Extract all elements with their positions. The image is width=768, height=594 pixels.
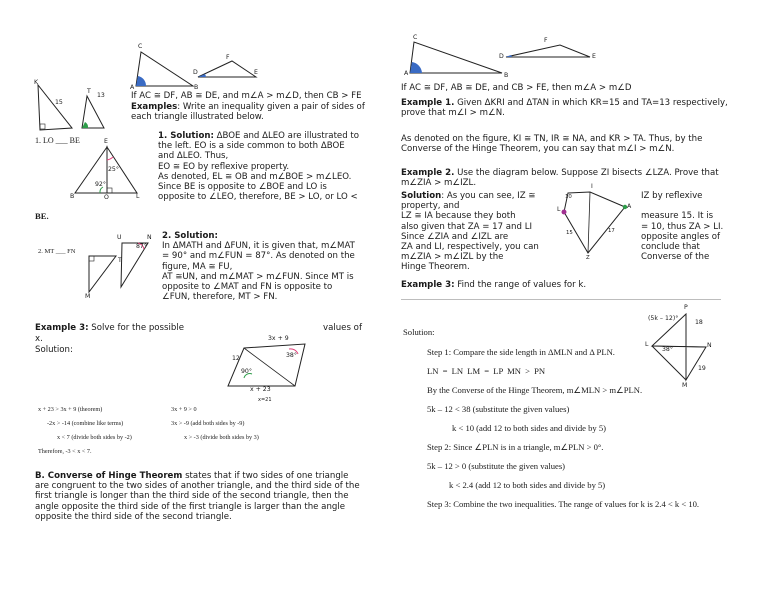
ex3-x: x. <box>35 334 43 344</box>
ex2-blank: 2. MT ___ FN <box>38 248 76 255</box>
label-x21: x=21 <box>258 397 272 403</box>
ex3-label: Example 3: <box>35 323 89 333</box>
r-label-a2: A <box>627 203 632 210</box>
label-e: E <box>254 69 258 76</box>
r-label-15: 15 <box>566 230 573 236</box>
label-u: U <box>117 234 122 241</box>
r-label-f: F <box>544 37 548 44</box>
label-o: O <box>104 194 109 201</box>
ex3-text2: values of <box>323 323 362 333</box>
label-a: A <box>130 84 135 91</box>
ex2-solution-label: 2. Solution: <box>162 231 218 241</box>
hinge-theorem-statement: If AC ≅ DF, AB ≅ DE, and m∠A > m∠D, then CB > FE <box>131 91 362 101</box>
ex1-end: BE. <box>35 211 49 221</box>
r-label-5k: (5k – 12)° <box>648 315 679 322</box>
label-n2: N <box>147 234 152 241</box>
label-92: 92° <box>95 181 106 188</box>
label-f: F <box>226 54 230 61</box>
step-2-result: k < 2.4 (add 12 to both sides and divide by 5) <box>449 480 606 490</box>
r-label-38: 38° <box>662 346 673 353</box>
label-l: L <box>136 193 140 200</box>
ex1-blank: 1. LO ___ BE <box>35 136 80 145</box>
r-label-z: Z <box>586 255 590 261</box>
label-25: 25° <box>108 166 119 173</box>
r-label-a: A <box>404 70 409 77</box>
r-ex1b-line-0: As denoted on the figure, KI ≅ TN, IR ≅ NA, and KR > TA. Thus, by the <box>401 134 703 144</box>
ex1-solution-label: 1. Solution: <box>158 131 214 141</box>
step-2-ineq: 5k – 12 > 0 (substitute the given values) <box>427 461 566 471</box>
label-38: 38° <box>286 352 297 359</box>
r-solution-label: Solution: <box>403 327 435 337</box>
label-13: 13 <box>97 92 105 99</box>
section-b-line-3: angle opposite the third side of the first triangle is larger than the angle <box>35 501 346 512</box>
label-k: K <box>34 79 39 86</box>
section-b-line-4: opposite the third side of the second triangle. <box>35 511 232 522</box>
label-c: C <box>138 43 143 50</box>
r-ex3-text: Find the range of values for k. <box>454 280 587 290</box>
section-b-line-2: first triangle is longer than the third side of the second triangle, then the <box>35 491 349 502</box>
ex2-line-1: = 90° and m∠FUN = 87°. As denoted on the <box>162 251 355 262</box>
r-label-c: C <box>413 34 418 41</box>
r-label-l: L <box>557 206 561 213</box>
r-label-l2: L <box>645 341 649 348</box>
r-ex2-solution-right: IZ by reflexive measure 15. It is = 10, thus ZA > LI. opposite angles of conclude that Converse of the <box>641 191 724 263</box>
r-label-n: N <box>707 342 712 349</box>
r-ex2-text2: m∠ZIA > m∠IZL. <box>401 178 477 189</box>
examples-text: : Write an inequality given a pair of sides of each triangle illustrated below. <box>131 102 365 123</box>
label-t: T <box>87 88 91 95</box>
label-x23: x + 23 <box>250 386 271 393</box>
step-1-result: k < 10 (add 12 to both sides and divide by 5) <box>452 423 607 433</box>
r-label-10: 10 <box>565 194 572 200</box>
r-label-m: M <box>682 382 688 389</box>
step-1-converse: By the Converse of the Hinge Theorem, m∠MLN > m∠PLN. <box>427 385 643 395</box>
label-b: B <box>194 84 199 91</box>
r-ex1-line-1: prove that m∠I > m∠N. <box>401 108 505 119</box>
ex1-line-2: and ΔLEO. Thus, <box>158 151 229 162</box>
r-ex2-solution-left: Solution: As you can see, IZ ≅ property, and LZ ≅ IA because they both also given that ZA = 17 and LI Since ∠ZIA and ∠IZL are ZA and LI, respectively, you can m∠ZIA > m∠IZL by the Hinge Theorem. <box>401 191 539 273</box>
ex1-line-0: ΔBOE and ΔLEO are illustrated to <box>216 131 360 141</box>
step-1: Step 1: Compare the side length in ΔMLN and Δ PLN. <box>427 347 615 357</box>
r-label-18: 18 <box>695 319 703 326</box>
step-3: Step 3: Combine the two inequalities. The range of values for k is 2.4 < k < 10. <box>427 499 700 509</box>
label-m: M <box>85 293 91 300</box>
label-b2: B <box>70 193 75 200</box>
section-b-title: B. Converse of Hinge Theorem <box>35 471 183 481</box>
label-d: D <box>193 69 198 76</box>
ex2-line-2: figure, MA ≅ FU, <box>162 261 233 272</box>
r-ex1-label: Example 1. <box>401 98 455 108</box>
label-12: 12 <box>232 355 240 362</box>
examples-label: Examples <box>131 102 178 112</box>
ex2-line-3: AT ≅UN, and m∠MAT > m∠FUN. Since MT is <box>162 271 354 282</box>
label-87: 87° <box>136 243 147 250</box>
ex1-line-6: opposite to ∠LEO, therefore, BE > LO, or LO < <box>158 192 358 203</box>
label-e2: E <box>104 138 108 145</box>
r-ex2-label: Example 2. <box>401 168 455 178</box>
ex2-line-4: opposite to ∠MAT and FN is opposite to <box>162 282 333 293</box>
step-1-sides: LN = LN LM = LP MN > PN <box>427 366 546 376</box>
ex2-line-5: ∠FUN, therefore, MT > FN. <box>162 292 278 303</box>
label-3x9: 3x + 9 <box>268 335 289 342</box>
step-2: Step 2: Since ∠PLN is in a triangle, m∠PLN > 0°. <box>427 442 604 452</box>
r-ex2-sol-label: Solution <box>401 191 442 201</box>
r-ex3-label: Example 3: <box>401 280 455 290</box>
ex1-line-5: Since BE is opposite to ∠BOE and LO is <box>158 182 327 193</box>
ex2-line-0: In ΔMATH and ΔFUN, it is given that, m∠MAT <box>162 241 355 252</box>
label-90: 90° <box>241 368 252 375</box>
section-b-line-0: states that if two sides of one triangle <box>182 471 349 481</box>
r-label-b: B <box>504 72 509 79</box>
ex3-work-left: x + 23 > 3x + 9 (theorem) -2x > -14 (combine like terms) x < 7 (divide both sides by -2) Therefore, -3 < x < 7. <box>38 406 132 455</box>
ex1-line-1: the left. EO is a side common to both ΔBOE <box>158 141 345 152</box>
r-label-17: 17 <box>608 228 615 234</box>
r-ex1b-line-1: Converse of the Hinge Theorem, you can say that m∠I > m∠N. <box>401 144 675 155</box>
step-1-ineq: 5k – 12 < 38 (substitute the given values) <box>427 404 570 414</box>
r-ex2-text: Use the diagram below. Suppose ZI bisects ∠LZA. Prove that <box>454 168 719 178</box>
r-label-p: P <box>684 304 688 311</box>
r-label-19: 19 <box>698 365 706 372</box>
r-label-d: D <box>499 53 504 60</box>
label-15: 15 <box>55 99 63 106</box>
ex1-line-3: EO ≅ EO by reflexive property. <box>158 161 290 172</box>
r-label-e: E <box>592 53 596 60</box>
ex3-work-right: 3x + 9 > 0 3x > -9 (add both sides by -9) x > -3 (divide both sides by 3) <box>171 406 259 441</box>
section-b-line-1: are congruent to the two sides of another triangle, and the third side of the <box>35 481 360 492</box>
converse-statement: If AC ≅ DF, AB ≅ DE, and CB > FE, then m∠A > m∠D <box>401 83 632 93</box>
ex1-line-4: As denoted, EL ≅ OB and m∠BOE > m∠LEO. <box>158 171 352 182</box>
ex3-solution-label: Solution: <box>35 345 73 355</box>
r-label-i: I <box>591 183 593 190</box>
label-t2: T <box>118 257 122 264</box>
r-ex1-line-0: Given ΔKRI and ΔTAN in which KR=15 and TA=13 respectively, <box>454 98 728 108</box>
ex3-text: Solve for the possible <box>88 323 185 333</box>
